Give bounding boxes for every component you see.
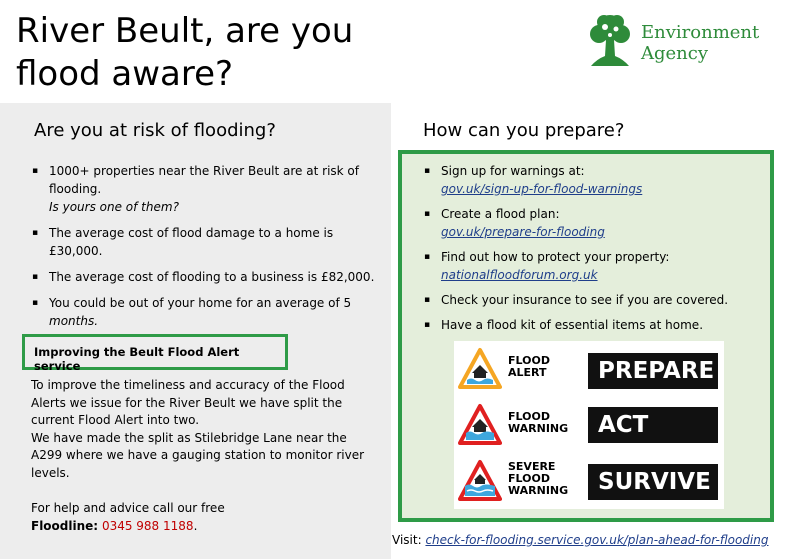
flood-alert-row (454, 343, 724, 395)
title-line-2: flood aware? (16, 54, 234, 94)
act-action: ACT (588, 407, 718, 443)
floodline-number: 0345 988 1188 (101, 518, 194, 533)
logo-line-2: Agency (641, 43, 709, 64)
flood-warning-graphic (454, 341, 724, 509)
list-item (424, 248, 769, 284)
list-item (424, 291, 769, 309)
risk-text: The average cost of flooding to a business is £82,000. (49, 270, 375, 284)
risk-text: The average cost of flood damage to a home is £30,000. (49, 226, 334, 258)
risk-text: You could be out of your home for an average of 5 (49, 296, 352, 310)
prepare-heading: How can you prepare? (423, 120, 625, 141)
list-item (32, 268, 377, 286)
logo-line-1: Environment (641, 22, 760, 43)
risk-list (32, 162, 377, 338)
improving-service-box (22, 334, 288, 373)
severe-flood-warning-icon (458, 459, 502, 503)
prepare-text: Check your insurance to see if you are covered. (441, 293, 729, 307)
environment-agency-logo (585, 12, 785, 74)
flood-alert-icon (458, 347, 502, 391)
help-section (31, 500, 381, 535)
list-item (424, 162, 769, 198)
list-item (424, 205, 769, 241)
flood-plan-link[interactable]: gov.uk/prepare-for-flooding (441, 225, 605, 239)
page-title (16, 10, 416, 96)
title-line-1: River Beult, are you (16, 11, 354, 51)
tree-logo-icon (585, 12, 635, 70)
risk-emphasis: months. (49, 314, 99, 328)
flood-forum-link[interactable]: nationalfloodforum.org.uk (441, 268, 598, 282)
risk-heading: Are you at risk of flooding? (34, 120, 276, 141)
risk-text: 1000+ properties near the River Beult are at risk of flooding. (49, 164, 359, 196)
list-item (32, 162, 377, 216)
list-item (32, 294, 377, 330)
improving-paragraph-2: We have made the split as Stilebridge Lane near the A299 where we have a gauging station to monitor river levels. (31, 430, 365, 480)
flood-alert-label: FLOOD ALERT (508, 354, 550, 379)
risk-emphasis: Is yours one of them? (49, 200, 179, 214)
flood-warning-row (454, 399, 724, 451)
help-text: For help and advice call our free (31, 501, 225, 515)
list-item (32, 224, 377, 260)
prepare-text: Create a flood plan: (441, 207, 560, 221)
prepare-text: Find out how to protect your property: (441, 250, 670, 264)
list-item (424, 316, 769, 334)
flood-warning-label: FLOOD WARNING (508, 410, 569, 435)
visit-footer (392, 533, 768, 547)
severe-flood-warning-row (454, 455, 724, 507)
floodline-label: Floodline: (31, 518, 99, 533)
prepare-text: Sign up for warnings at: (441, 164, 585, 178)
floodline-end: . (193, 518, 198, 533)
improving-service-title: Improving the Beult Flood Alert service (34, 345, 240, 373)
flood-warning-icon (458, 403, 502, 447)
prepare-action: PREPARE (588, 353, 718, 389)
visit-label: Visit: (392, 533, 422, 547)
survive-action: SURVIVE (588, 464, 718, 500)
improving-paragraph (31, 377, 381, 482)
improving-paragraph-1: To improve the timeliness and accuracy of the Flood Alerts we issue for the River Beult we have split the current Flood Alert into two. (31, 378, 345, 427)
prepare-list (424, 162, 769, 341)
prepare-text: Have a flood kit of essential items at home. (441, 318, 704, 332)
flood-warnings-link[interactable]: gov.uk/sign-up-for-flood-warnings (441, 182, 643, 196)
severe-flood-warning-label: SEVERE FLOOD WARNING (508, 460, 569, 497)
logo-wordmark (641, 22, 759, 64)
plan-ahead-link[interactable]: check-for-flooding.service.gov.uk/plan-ahead-for-flooding (425, 533, 769, 547)
